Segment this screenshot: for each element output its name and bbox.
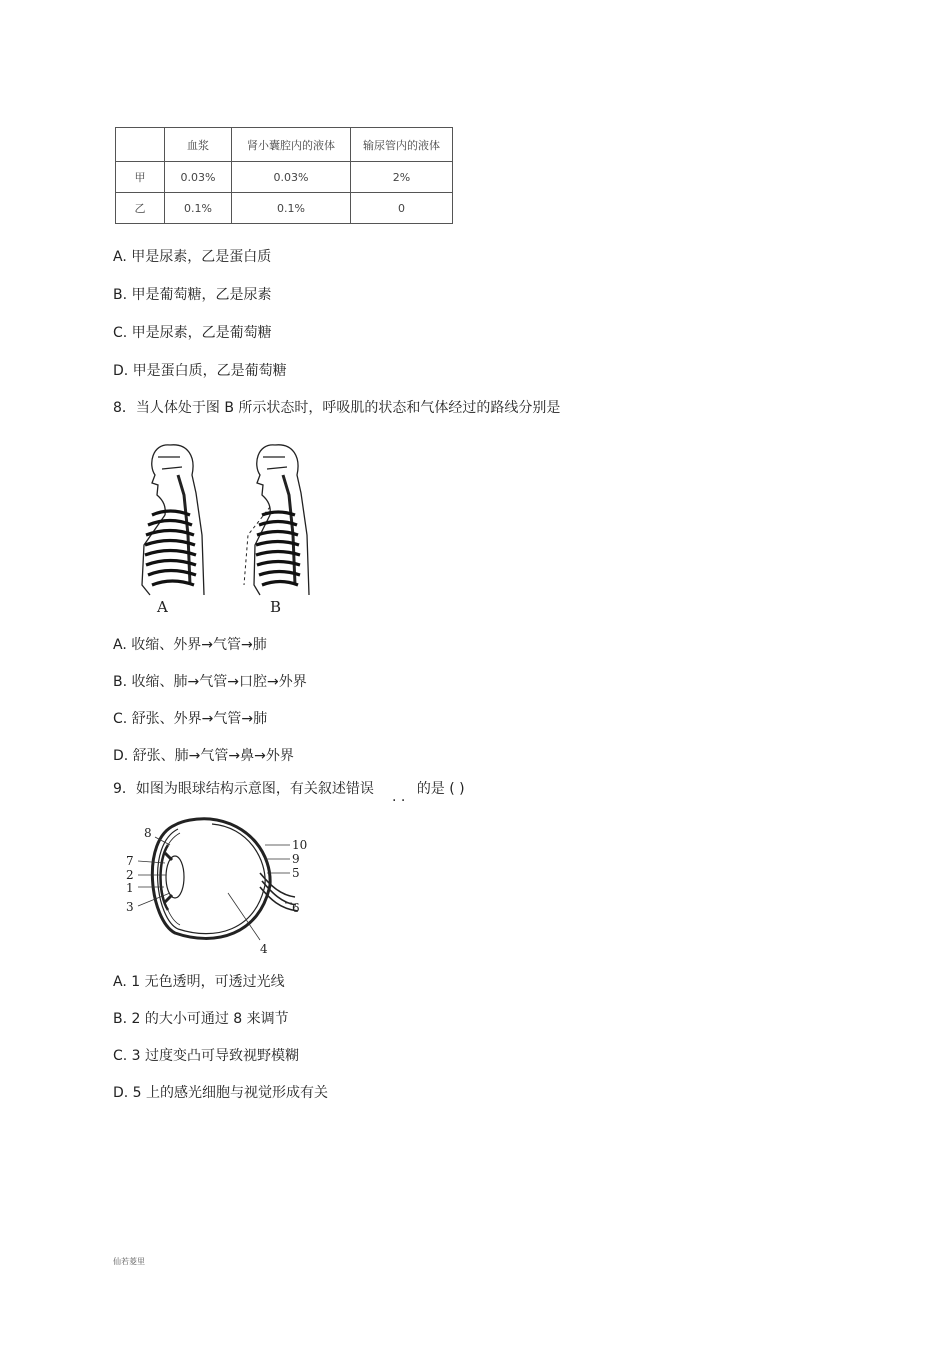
table-header-row — [116, 128, 453, 162]
q9-option-c: C. 3 过度变凸可导致视野模糊 — [113, 1048, 300, 1064]
q7-option-c: C. 甲是尿素，乙是葡萄糖 — [113, 325, 272, 341]
q7-option-d: D. 甲是蛋白质，乙是葡萄糖 — [113, 363, 287, 379]
figure-label-a: A — [157, 598, 168, 616]
data-table — [115, 127, 453, 224]
table-header-cell: 输尿管内的液体 — [351, 128, 453, 162]
q9-stem — [113, 780, 465, 798]
eyeball-structure — [152, 819, 298, 939]
eye-label: 5 — [292, 866, 300, 880]
q9-stem-part2: 的是 ( ) — [416, 781, 465, 797]
q8-option-a: A. 收缩、外界→气管→肺 — [113, 637, 267, 653]
table-cell: 2% — [351, 162, 453, 193]
eye-label: 8 — [144, 826, 152, 840]
table-cell: 0 — [351, 193, 453, 224]
q9-option-a: A. 1 无色透明，可透过光线 — [113, 974, 285, 990]
q8-stem: 8．当人体处于图 B 所示状态时，呼吸肌的状态和气体经过的路线分别是 — [113, 400, 561, 416]
figure-label-b: B — [270, 598, 282, 616]
emphasis-dots: . . — [392, 789, 406, 805]
q7-option-a: A. 甲是尿素，乙是蛋白质 — [113, 249, 272, 265]
eye-label: 4 — [260, 942, 268, 956]
table-row — [116, 193, 453, 224]
eye-label: 6 — [292, 901, 300, 915]
q8-option-d: D. 舒张、肺→气管→鼻→外界 — [113, 748, 294, 764]
table-cell: 0.03% — [165, 162, 232, 193]
eye-label: 10 — [292, 838, 308, 852]
table-header-cell: 肾小囊腔内的液体 — [232, 128, 351, 162]
eye-label: 9 — [292, 852, 300, 866]
q9-stem-part1: 9．如图为眼球结构示意图，有关叙述错误 — [113, 781, 374, 797]
eye-label: 1 — [126, 881, 134, 895]
table-cell: 乙 — [116, 193, 165, 224]
q9-option-d: D. 5 上的感光细胞与视觉形成有关 — [113, 1085, 329, 1101]
eye-label: 3 — [126, 900, 134, 914]
table-cell: 0.1% — [165, 193, 232, 224]
breathing-figure — [130, 435, 320, 620]
table-cell: 0.1% — [232, 193, 351, 224]
table-cell: 甲 — [116, 162, 165, 193]
q8-option-b: B. 收缩、肺→气管→口腔→外界 — [113, 674, 307, 690]
q9-option-b: B. 2 的大小可通过 8 来调节 — [113, 1011, 289, 1027]
table-header-cell — [116, 128, 165, 162]
q8-option-c: C. 舒张、外界→气管→肺 — [113, 711, 268, 727]
table-row — [116, 162, 453, 193]
eye-label: 7 — [126, 854, 134, 868]
page-footer: 仙若菱里 — [113, 1257, 145, 1266]
table-cell: 0.03% — [232, 162, 351, 193]
eye-label: 2 — [126, 868, 134, 882]
q7-option-b: B. 甲是葡萄糖，乙是尿素 — [113, 287, 272, 303]
table-header-cell: 血浆 — [165, 128, 232, 162]
eyeball-diagram — [120, 815, 320, 960]
